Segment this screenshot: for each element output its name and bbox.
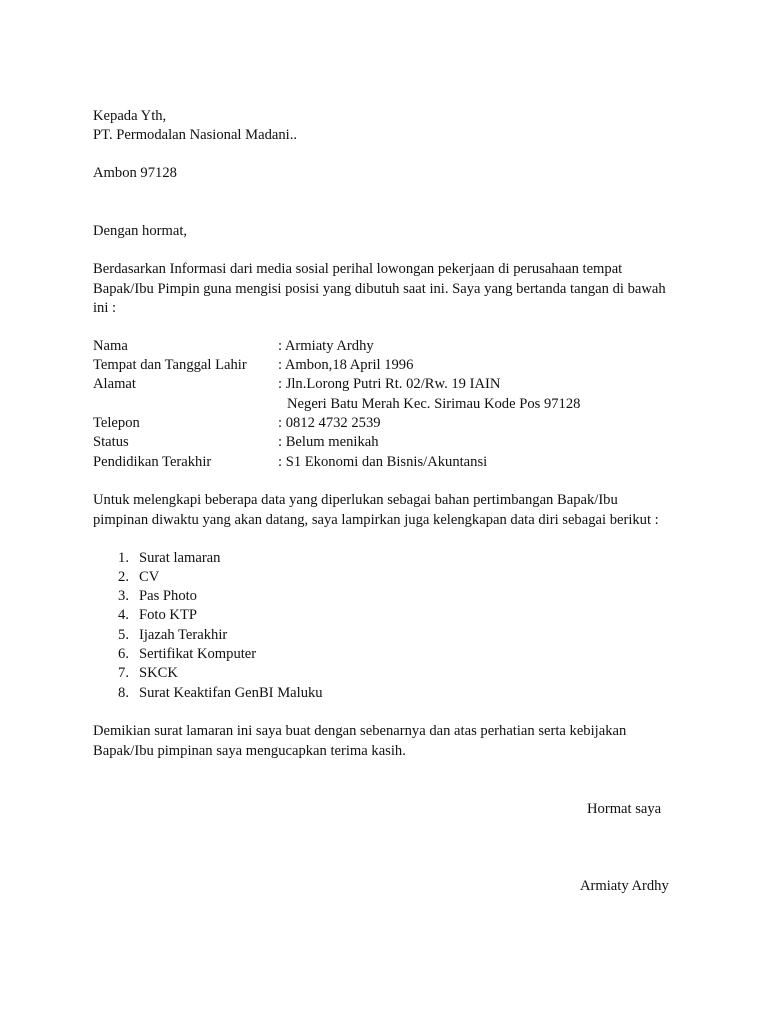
list-item-number: 1. [118, 550, 129, 566]
list-item-number: 8. [118, 685, 129, 701]
field-label-nama: Nama [93, 338, 128, 354]
field-label-ttl: Tempat dan Tanggal Lahir [93, 357, 247, 373]
list-item: Sertifikat Komputer [139, 646, 257, 662]
field-value-status: : Belum menikah [278, 434, 379, 450]
attachment-paragraph: Untuk melengkapi beberapa data yang diperlukan sebagai bahan pertimbangan Bapak/Ibu pimpinan diwaktu yang akan datang, saya lampirkan juga kelengkapan data diri sebagai berikut : [93, 492, 659, 528]
field-label-pendidikan: Pendidikan Terakhir [93, 454, 212, 470]
greeting: Dengan hormat, [93, 223, 188, 239]
field-value-pendidikan: : S1 Ekonomi dan Bisnis/Akuntansi [278, 454, 488, 470]
list-item-number: 6. [118, 646, 129, 662]
signoff: Hormat saya [587, 801, 662, 817]
list-item-number: 4. [118, 607, 129, 623]
list-item-number: 7. [118, 665, 129, 681]
list-item-number: 5. [118, 627, 129, 643]
field-value-alamat: : Jln.Lorong Putri Rt. 02/Rw. 19 IAIN [278, 376, 501, 392]
recipient-company: PT. Permodalan Nasional Madani.. [93, 127, 297, 143]
list-item: Pas Photo [139, 588, 197, 604]
field-value-telepon: : 0812 4732 2539 [278, 415, 381, 431]
field-value-ttl: : Ambon,18 April 1996 [278, 357, 414, 373]
list-item: Ijazah Terakhir [139, 627, 228, 643]
closing-paragraph: Demikian surat lamaran ini saya buat dengan sebenarnya dan atas perhatian serta kebijakan Bapak/Ibu pimpinan saya mengucapkan terima kasih. [93, 723, 627, 759]
list-item: Surat Keaktifan GenBI Maluku [139, 685, 323, 701]
recipient-city: Ambon 97128 [93, 165, 177, 181]
field-value-nama: : Armiaty Ardhy [278, 338, 374, 354]
field-label-telepon: Telepon [93, 415, 140, 431]
list-item: Foto KTP [139, 607, 197, 623]
field-value-alamat-line2: Negeri Batu Merah Kec. Sirimau Kode Pos 97128 [287, 396, 581, 412]
list-item: SKCK [139, 665, 178, 681]
list-item-number: 3. [118, 588, 129, 604]
signer-name: Armiaty Ardhy [580, 878, 669, 894]
list-item: CV [139, 569, 160, 585]
field-label-status: Status [93, 434, 129, 450]
field-label-alamat: Alamat [93, 376, 136, 392]
intro-paragraph: Berdasarkan Informasi dari media sosial perihal lowongan pekerjaan di perusahaan tempat Bapak/Ibu Pimpin guna mengisi posisi yang dibutuh saat ini. Saya yang bertanda tangan di bawah ini : [93, 261, 666, 316]
recipient-salutation: Kepada Yth, [93, 108, 167, 124]
list-item-number: 2. [118, 569, 129, 585]
list-item: Surat lamaran [139, 550, 221, 566]
